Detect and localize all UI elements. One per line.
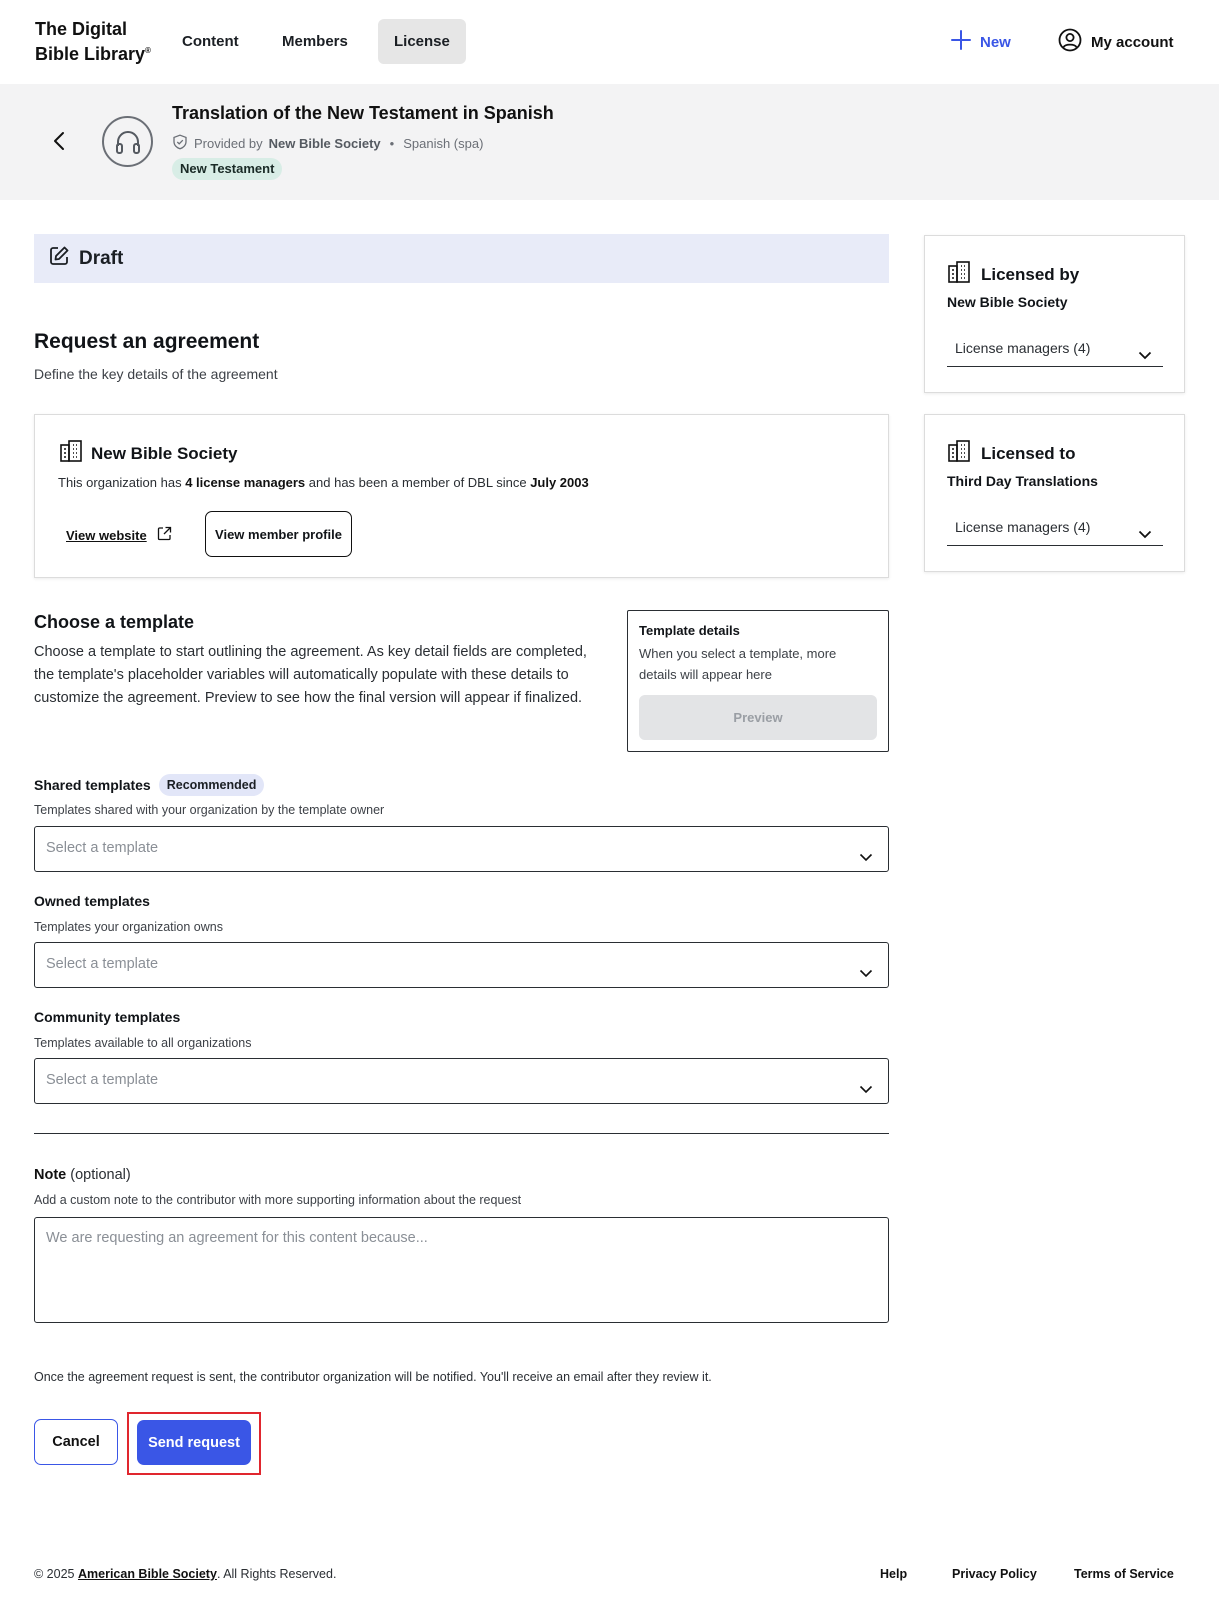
my-account-label: My account xyxy=(1091,33,1174,51)
shared-templates-label xyxy=(34,774,264,796)
shared-templates-help: Templates shared with your organization by the template owner xyxy=(34,803,385,817)
user-circle-icon xyxy=(1058,28,1082,56)
choose-template-title: Choose a template xyxy=(34,612,195,632)
logo-line-1: The Digital xyxy=(35,19,128,39)
licensed-to-managers-value: License managers (4) xyxy=(955,519,1091,535)
american-bible-society-link[interactable]: American Bible Society xyxy=(77,1567,217,1581)
page-subtitle: Define the key details of the agreement xyxy=(34,366,278,382)
product-banner xyxy=(0,84,1219,200)
headphones-icon xyxy=(102,116,153,167)
footer-copyright xyxy=(34,1567,336,1581)
shared-templates-placeholder: Select a template xyxy=(46,840,159,856)
product-meta xyxy=(172,134,483,153)
licensed-to-heading xyxy=(947,439,1075,468)
building-icon xyxy=(947,439,971,468)
desc-middle: and has been a member of DBL since xyxy=(308,475,527,490)
licensed-by-managers-dropdown[interactable] xyxy=(947,330,1163,367)
send-request-button[interactable]: Send request xyxy=(137,1420,251,1465)
template-details-title: Template details xyxy=(639,623,740,638)
note-label-text: Note xyxy=(34,1167,67,1183)
logo-line-2: Bible Library xyxy=(35,44,146,64)
chevron-down-icon xyxy=(858,956,874,999)
note-optional: (optional) xyxy=(70,1167,131,1183)
community-templates-help: Templates available to all organizations xyxy=(34,1036,252,1050)
logo[interactable] xyxy=(35,19,151,65)
note-textarea[interactable] xyxy=(34,1217,889,1323)
copyright-prefix: © 2025 xyxy=(34,1567,75,1581)
community-templates-placeholder: Select a template xyxy=(46,1072,159,1088)
registered-mark: ® xyxy=(145,46,151,55)
section-divider xyxy=(34,1133,889,1134)
verified-shield-icon xyxy=(172,134,188,153)
licensed-by-heading xyxy=(947,260,1079,289)
community-templates-select[interactable] xyxy=(34,1058,889,1104)
licensed-by-label: Licensed by xyxy=(981,264,1080,284)
desc-prefix: This organization has xyxy=(58,475,182,490)
licensed-to-label: Licensed to xyxy=(981,443,1076,463)
template-details-description: When you select a template, more details will appear here xyxy=(639,646,837,682)
product-title: Translation of the New Testament in Spanish xyxy=(172,103,554,123)
note-help: Add a custom note to the contributor with more supporting information about the request xyxy=(34,1193,522,1207)
chevron-down-icon xyxy=(858,1072,874,1115)
licensed-by-org: New Bible Society xyxy=(947,294,1068,310)
edit-icon xyxy=(48,245,70,273)
preview-button[interactable]: Preview xyxy=(639,695,877,740)
licensed-by-managers-value: License managers (4) xyxy=(955,340,1091,356)
organization-card xyxy=(34,414,889,578)
page-title: Request an agreement xyxy=(34,330,260,353)
organization-description xyxy=(58,475,589,490)
new-button[interactable] xyxy=(950,28,1011,56)
provided-by-prefix: Provided by xyxy=(194,136,263,151)
send-info-text: Once the agreement request is sent, the contributor organization will be notified. You'll receive an email after they review it. xyxy=(34,1370,712,1384)
desc-since: July 2003 xyxy=(530,475,589,490)
community-templates-label xyxy=(34,1009,180,1025)
building-icon xyxy=(947,260,971,289)
nav-license[interactable]: License xyxy=(378,19,466,64)
community-templates-text: Community templates xyxy=(34,1009,181,1025)
view-member-profile-button[interactable]: View member profile xyxy=(205,511,352,557)
plus-icon xyxy=(950,29,972,55)
copyright-suffix: . All Rights Reserved. xyxy=(216,1567,337,1581)
chevron-down-icon xyxy=(1137,519,1153,556)
desc-managers: 4 license managers xyxy=(185,475,306,490)
top-navigation xyxy=(0,0,1219,84)
provider-name: New Bible Society xyxy=(268,136,381,151)
new-label: New xyxy=(980,33,1011,51)
view-website-label: View website xyxy=(66,527,147,543)
view-website-link[interactable] xyxy=(66,526,172,544)
organization-name: New Bible Society xyxy=(91,443,238,463)
template-details-panel xyxy=(627,610,889,752)
footer-help-link[interactable]: Help xyxy=(880,1567,908,1581)
owned-templates-select[interactable] xyxy=(34,942,889,988)
choose-template-description: Choose a template to start outlining the agreement. As key detail fields are completed, the template's placeholder variables will automatically populate with these details to customize the agreement. Preview to see how the final version will appear if finalized. xyxy=(34,644,587,706)
footer-privacy-link[interactable]: Privacy Policy xyxy=(952,1567,1037,1581)
back-arrow-icon[interactable] xyxy=(48,129,72,153)
chevron-down-icon xyxy=(1137,340,1153,377)
meta-separator: • xyxy=(389,136,395,151)
testament-tag: New Testament xyxy=(172,158,282,180)
chevron-down-icon xyxy=(858,840,874,883)
external-link-icon xyxy=(157,526,172,544)
language: Spanish (spa) xyxy=(403,136,484,151)
building-icon xyxy=(59,439,83,468)
licensed-to-card xyxy=(924,414,1185,572)
owned-templates-label xyxy=(34,893,150,909)
recommended-badge: Recommended xyxy=(159,774,265,796)
note-label xyxy=(34,1167,131,1183)
my-account-button[interactable] xyxy=(1058,28,1174,56)
nav-content[interactable]: Content xyxy=(182,33,239,50)
footer-terms-link[interactable]: Terms of Service xyxy=(1074,1567,1174,1581)
licensed-to-managers-dropdown[interactable] xyxy=(947,509,1163,546)
cancel-button[interactable]: Cancel xyxy=(34,1419,118,1465)
licensed-to-org: Third Day Translations xyxy=(947,473,1098,489)
owned-templates-help: Templates your organization owns xyxy=(34,920,223,934)
shared-templates-text: Shared templates xyxy=(34,777,151,793)
shared-templates-select[interactable] xyxy=(34,826,889,872)
organization-heading xyxy=(59,439,237,468)
status-label: Draft xyxy=(79,247,124,269)
nav-members[interactable]: Members xyxy=(282,33,348,50)
status-bar xyxy=(34,234,889,283)
owned-templates-placeholder: Select a template xyxy=(46,956,159,972)
owned-templates-text: Owned templates xyxy=(34,893,150,909)
licensed-by-card xyxy=(924,235,1185,393)
